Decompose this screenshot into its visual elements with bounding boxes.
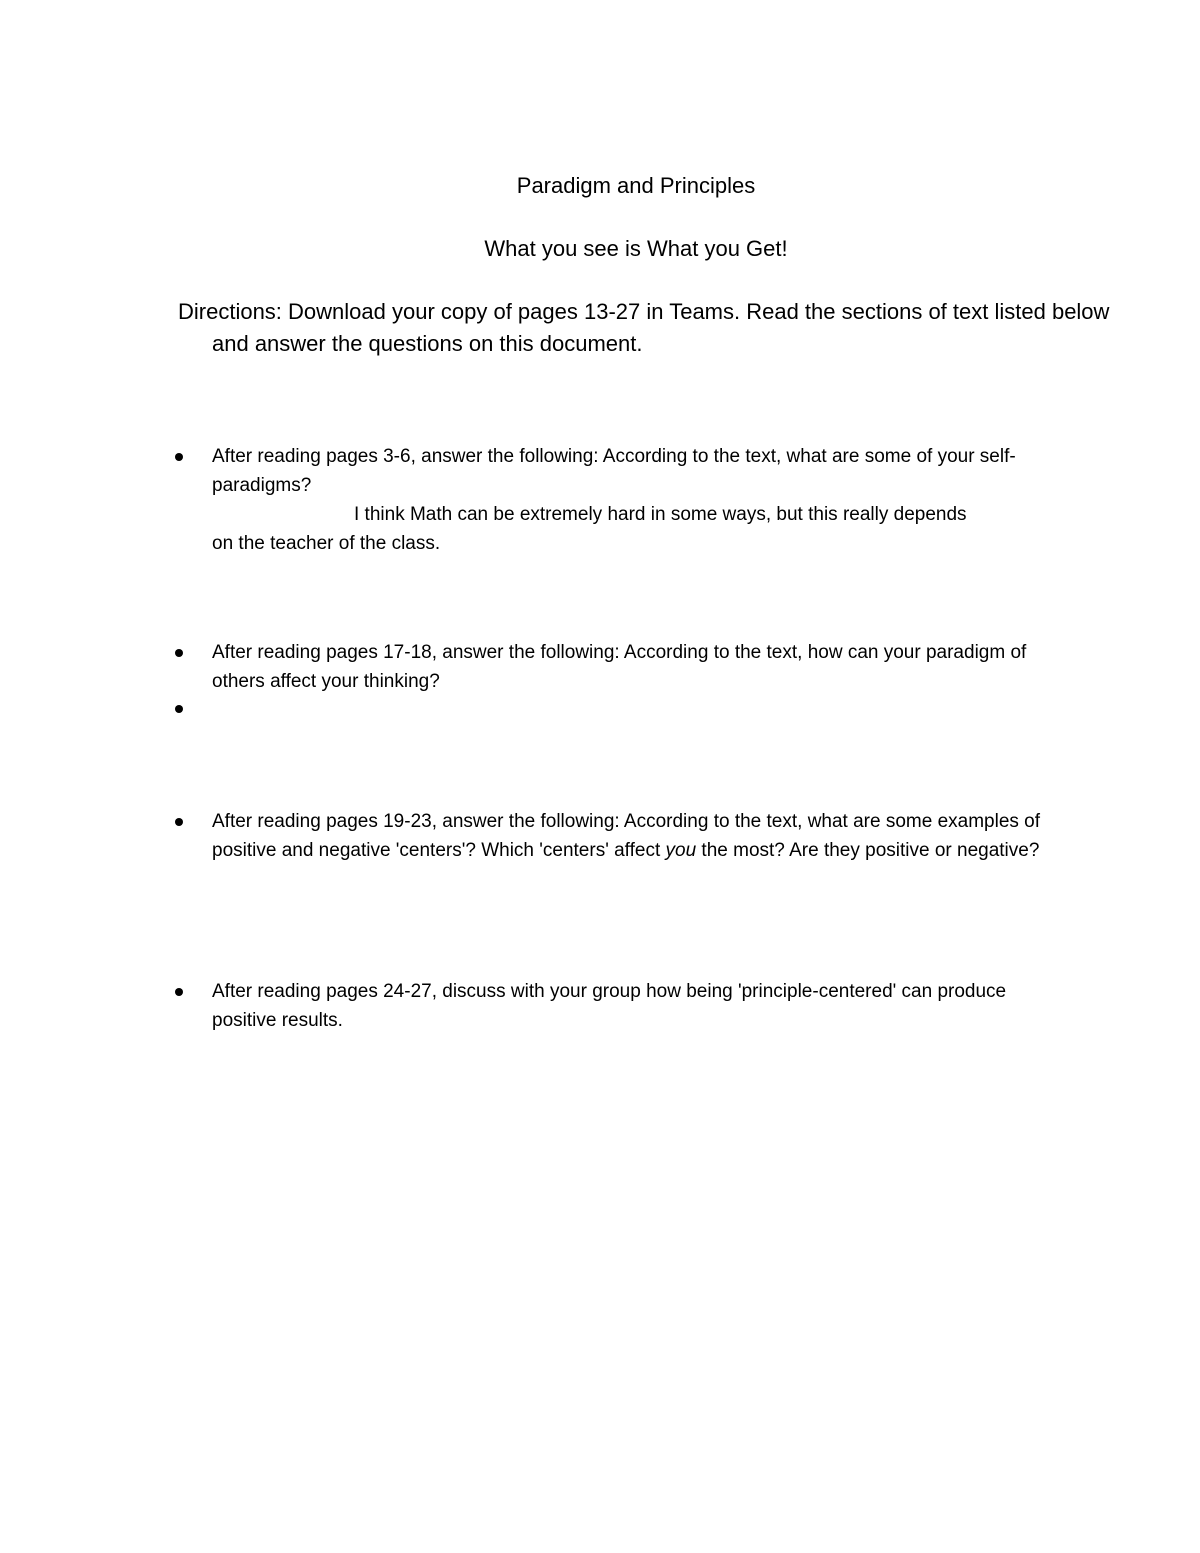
question-3-text (212, 807, 1052, 865)
question-3-emphasis: you (665, 840, 697, 861)
bullet-icon (175, 988, 187, 1000)
answer-line-1: I think Math can be extremely hard in some ways, but this really depends (354, 504, 967, 525)
question-3-text-after: the most? Are they positive or negative? (696, 840, 1040, 861)
document-subtitle: What you see is What you Get! (484, 236, 788, 261)
question-1-text: After reading pages 3-6, answer the following: According to the text, what are some of your self-paradigms? (212, 446, 1016, 496)
document-title: Paradigm and Principles (516, 173, 756, 198)
empty-answer-bullet-icon (175, 705, 187, 717)
bullet-icon (175, 818, 187, 830)
question-3-text-before: After reading pages 19-23, answer the following: According to the text, what are some examples of positive and negative 'centers'? Which 'centers' affect (212, 811, 1041, 861)
bullet-icon (175, 453, 187, 465)
question-4-text: After reading pages 24-27, discuss with your group how being 'principle-centered' can produce positive results. (212, 981, 1007, 1031)
question-2-text: After reading pages 17-18, answer the following: According to the text, how can your paradigm of others affect your thinking? (212, 642, 1027, 692)
answer-line-2: on the teacher of the class. (212, 533, 441, 554)
bullet-icon (175, 649, 187, 661)
directions-text: Directions: Download your copy of pages 13-27 in Teams. Read the sections of text listed below and answer the questions on this document. (178, 299, 1110, 356)
question-1-answer[interactable] (212, 500, 1052, 558)
